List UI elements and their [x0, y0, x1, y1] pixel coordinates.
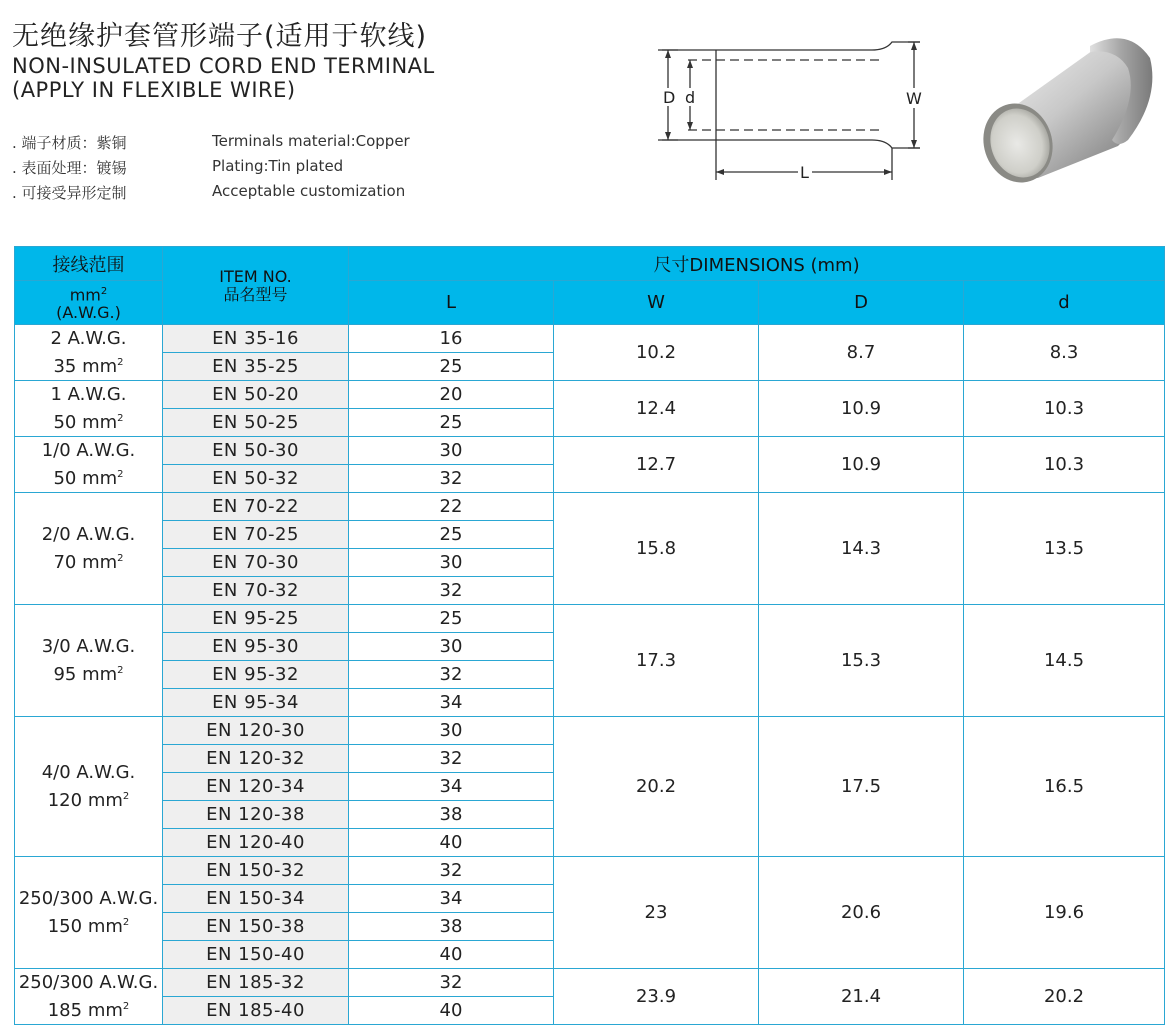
wire-range-sup: 2	[117, 468, 124, 480]
wire-range-cell	[15, 325, 163, 381]
length-L-cell: 32	[349, 745, 554, 773]
item-no-cell: EN 185-32	[163, 969, 349, 997]
header-col-d: d	[964, 281, 1165, 325]
item-no-cell: EN 120-32	[163, 745, 349, 773]
header-unit-sup: 2	[100, 285, 108, 297]
item-no-cell: EN 95-25	[163, 605, 349, 633]
wire-range-cell	[15, 437, 163, 493]
wire-range-mm: 50 mm	[53, 467, 118, 489]
length-L-cell: 25	[349, 409, 554, 437]
dimension-W-cell: 20.2	[554, 717, 759, 857]
dimension-D-cell: 8.7	[759, 325, 964, 381]
dimension-drawing	[650, 38, 940, 188]
wire-range-awg: 3/0 A.W.G.	[41, 635, 136, 657]
item-no-cell: EN 50-25	[163, 409, 349, 437]
item-no-cell: EN 50-30	[163, 437, 349, 465]
item-no-cell: EN 70-22	[163, 493, 349, 521]
dimension-table	[14, 246, 1165, 1025]
item-no-cell: EN 35-25	[163, 353, 349, 381]
table-row	[15, 857, 1165, 885]
page-title-cn: 无绝缘护套管形端子(适用于软线)	[12, 21, 428, 52]
item-no-cell: EN 120-38	[163, 801, 349, 829]
length-L-cell: 16	[349, 325, 554, 353]
item-no-cell: EN 120-30	[163, 717, 349, 745]
item-no-cell: EN 120-40	[163, 829, 349, 857]
header-col-L: L	[349, 281, 554, 325]
dimension-D-cell: 20.6	[759, 857, 964, 969]
dim-label-W: W	[906, 89, 922, 108]
header-unit-mm: mm	[69, 285, 101, 305]
dimension-d-cell: 20.2	[964, 969, 1165, 1025]
header-item-cn: 品名型号	[223, 284, 288, 304]
header-item	[163, 247, 349, 325]
dimension-W-cell: 10.2	[554, 325, 759, 381]
wire-range-mm: 95 mm	[53, 663, 118, 685]
wire-range-mm: 185 mm	[47, 999, 123, 1021]
wire-range-cell	[15, 381, 163, 437]
length-L-cell: 40	[349, 829, 554, 857]
item-no-cell: EN 70-30	[163, 549, 349, 577]
item-no-cell: EN 150-34	[163, 885, 349, 913]
dimension-D-cell: 10.9	[759, 381, 964, 437]
dimension-W-cell: 17.3	[554, 605, 759, 717]
item-no-cell: EN 150-38	[163, 913, 349, 941]
length-L-cell: 30	[349, 437, 554, 465]
dimension-D-cell: 17.5	[759, 717, 964, 857]
spec-plating-en: Plating:Tin plated	[212, 157, 344, 175]
header-item-en: ITEM NO.	[219, 266, 292, 286]
item-no-cell: EN 150-40	[163, 941, 349, 969]
length-L-cell: 40	[349, 941, 554, 969]
spec-plating-cn: . 表面处理：镀锡	[12, 159, 127, 177]
length-L-cell: 32	[349, 857, 554, 885]
table-row	[15, 437, 1165, 465]
dimension-W-cell: 15.8	[554, 493, 759, 605]
dimension-d-cell: 8.3	[964, 325, 1165, 381]
dimension-d-cell: 10.3	[964, 381, 1165, 437]
item-no-cell: EN 120-34	[163, 773, 349, 801]
wire-range-sup: 2	[117, 356, 124, 368]
header-range-cn: 接线范围	[15, 247, 163, 281]
table-row	[15, 969, 1165, 997]
spec-material-en: Terminals material:Copper	[212, 132, 410, 150]
length-L-cell: 20	[349, 381, 554, 409]
wire-range-cell	[15, 969, 163, 1025]
wire-range-cell	[15, 857, 163, 969]
length-L-cell: 32	[349, 577, 554, 605]
dim-label-d: d	[685, 88, 696, 107]
spec-material-cn: . 端子材质：紫铜	[12, 134, 127, 152]
wire-range-cell	[15, 493, 163, 605]
dimension-d-cell: 14.5	[964, 605, 1165, 717]
header-awg: (A.W.G.)	[56, 303, 121, 323]
table-row	[15, 493, 1165, 521]
terminal-photo	[978, 28, 1158, 188]
length-L-cell: 38	[349, 913, 554, 941]
dim-label-D: D	[663, 88, 676, 107]
length-L-cell: 25	[349, 521, 554, 549]
wire-range-sup: 2	[117, 412, 124, 424]
item-no-cell: EN 50-20	[163, 381, 349, 409]
item-no-cell: EN 95-30	[163, 633, 349, 661]
wire-range-sup: 2	[122, 916, 130, 928]
header-col-W: W	[554, 281, 759, 325]
dimension-D-cell: 15.3	[759, 605, 964, 717]
item-no-cell: EN 95-32	[163, 661, 349, 689]
wire-range-awg: 4/0 A.W.G.	[41, 761, 136, 783]
header-dimensions: 尺寸DIMENSIONS (mm)	[349, 247, 1165, 281]
wire-range-cell	[15, 717, 163, 857]
length-L-cell: 22	[349, 493, 554, 521]
item-no-cell: EN 185-40	[163, 997, 349, 1025]
wire-range-mm: 150 mm	[47, 915, 123, 937]
dimension-D-cell: 14.3	[759, 493, 964, 605]
wire-range-mm: 120 mm	[47, 789, 123, 811]
length-L-cell: 34	[349, 689, 554, 717]
item-no-cell: EN 35-16	[163, 325, 349, 353]
length-L-cell: 32	[349, 661, 554, 689]
item-no-cell: EN 70-32	[163, 577, 349, 605]
page-title-en-line2: (APPLY IN FLEXIBLE WIRE)	[12, 78, 296, 102]
page-title-en-line1: NON-INSULATED CORD END TERMINAL	[12, 54, 435, 78]
table-row	[15, 605, 1165, 633]
item-no-cell: EN 95-34	[163, 689, 349, 717]
length-L-cell: 40	[349, 997, 554, 1025]
dimension-D-cell: 10.9	[759, 437, 964, 493]
table-row	[15, 717, 1165, 745]
dimension-W-cell: 23.9	[554, 969, 759, 1025]
length-L-cell: 30	[349, 633, 554, 661]
length-L-cell: 32	[349, 465, 554, 493]
wire-range-awg: 2/0 A.W.G.	[41, 523, 136, 545]
length-L-cell: 30	[349, 549, 554, 577]
length-L-cell: 32	[349, 969, 554, 997]
wire-range-sup: 2	[122, 790, 130, 802]
wire-range-sup: 2	[122, 1000, 130, 1012]
wire-range-awg: 250/300 A.W.G.	[18, 887, 159, 909]
table-row	[15, 381, 1165, 409]
length-L-cell: 38	[349, 801, 554, 829]
length-L-cell: 34	[349, 885, 554, 913]
item-no-cell: EN 150-32	[163, 857, 349, 885]
length-L-cell: 25	[349, 353, 554, 381]
dimension-d-cell: 16.5	[964, 717, 1165, 857]
item-no-cell: EN 50-32	[163, 465, 349, 493]
dimension-W-cell: 23	[554, 857, 759, 969]
header-range-unit	[15, 281, 163, 325]
length-L-cell: 30	[349, 717, 554, 745]
dimension-d-cell: 10.3	[964, 437, 1165, 493]
wire-range-awg: 250/300 A.W.G.	[18, 971, 159, 993]
wire-range-awg: 2 A.W.G.	[50, 327, 127, 349]
length-L-cell: 25	[349, 605, 554, 633]
dimension-D-cell: 21.4	[759, 969, 964, 1025]
header-col-D: D	[759, 281, 964, 325]
dimension-W-cell: 12.4	[554, 381, 759, 437]
item-no-cell: EN 70-25	[163, 521, 349, 549]
spec-custom-en: Acceptable customization	[212, 182, 406, 200]
wire-range-cell	[15, 605, 163, 717]
wire-range-sup: 2	[117, 552, 124, 564]
wire-range-mm: 70 mm	[53, 551, 118, 573]
wire-range-mm: 35 mm	[53, 355, 118, 377]
wire-range-awg: 1 A.W.G.	[50, 383, 127, 405]
dimension-d-cell: 13.5	[964, 493, 1165, 605]
dimension-W-cell: 12.7	[554, 437, 759, 493]
spec-custom-cn: . 可接受异形定制	[12, 184, 127, 202]
table-row	[15, 325, 1165, 353]
wire-range-sup: 2	[117, 664, 124, 676]
wire-range-awg: 1/0 A.W.G.	[41, 439, 136, 461]
length-L-cell: 34	[349, 773, 554, 801]
dimension-d-cell: 19.6	[964, 857, 1165, 969]
wire-range-mm: 50 mm	[53, 411, 118, 433]
dim-label-L: L	[800, 163, 809, 182]
